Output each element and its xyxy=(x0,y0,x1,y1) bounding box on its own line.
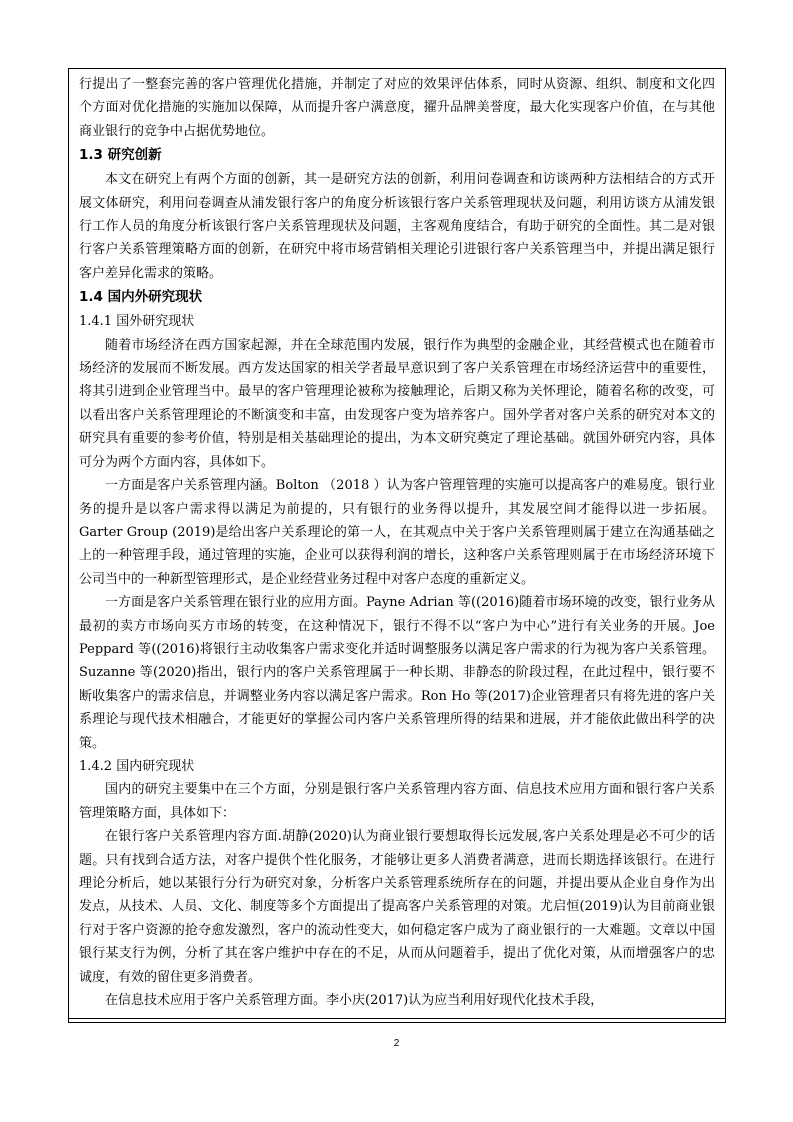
paragraph: 国内的研究主要集中在三个方面，分别是银行客户关系管理内容方面、信息技术应用方面和银行客户关系管理策略方面，具体如下： xyxy=(79,782,715,821)
page-number: 2 xyxy=(393,1038,400,1049)
frame-bottom-rule xyxy=(69,1018,725,1019)
subsection-heading: 1.4.2 国内研究现状 xyxy=(79,758,195,774)
paragraph: 行提出了一整套完善的客户管理优化措施，并制定了对应的效果评估体系，同时从资源、组织、制度和文化四个方面对优化措施的实施加以保障，从而提升客户满意度，擢升品牌美誉度，最大化实现客户价值，在与其他商业银行的竞争中占据优势地位。 xyxy=(79,77,715,139)
subsection-heading: 1.4.1 国外研究现状 xyxy=(79,314,195,330)
paragraph: 在银行客户关系管理内容方面.胡静(2020)认为商业银行要想取得长远发展,客户关系处理是必不可少的话题。只有找到合适方法，对客户提供个性化服务，才能够让更多人消费者满意，进而长期选择该银行。在进行理论分析后，她以某银行分行为研究对象，分析客户关系管理系统所存在的问题，并提出要从企业自身作为出发点，从技术、人员、文化、制度等多个方面提出了提高客户关系管理的对策。尤启恒(2019)认为目前商业银行对于客户资源的抢夺愈发激烈，客户的流动性变大，如何稳定客户成为了商业银行的一大难题。文章以中国银行某支行为例，分析了其在客户维护中存在的不足，从而从问题着手，提出了优化对策，从而增强客户的忠诚度，有效的留住更多消费者。 xyxy=(79,829,715,985)
body-text xyxy=(79,73,715,1012)
text-frame xyxy=(68,68,726,1023)
paragraph: 一方面是客户关系管理在银行业的应用方面。Payne Adrian 等((2016)随着市场环境的改变，银行业务从最初的卖方市场向买方市场的转变，在这种情况下，银行不得不以“客户为中心”进行有关业务的开展。Joe Peppard 等((2016)将银行主动收集客户需求变化并适时调整服务以满足客户需求的行为视为客户关系管理。Suzanne 等(2020)指出，银行内的客户关系管理属于一种长期、非静态的阶段过程，在此过程中，银行要不断收集客户的需求信息，并调整业务内容以满足客户需求。Ron Ho 等(2017)企业管理者只有将先进的客户关系理论与现代技术相融合，才能更好的掌握公司内客户关系管理所得的结果和进展，并才能依此做出科学的决策。 xyxy=(79,595,715,751)
section-heading: 1.4 国内外研究现状 xyxy=(79,289,203,306)
paragraph: 一方面是客户关系管理内涵。Bolton （2018 ）认为客户管理管理的实施可以提高客户的难易度。银行业务的提升是以客户需求得以满足为前提的，只有银行的业务得以提升，其发展空间才能得以进一步拓展。Garter Group (2019)是给出客户关系理论的第一人，在其观点中关于客户关系管理则属于建立在沟通基础之上的一种管理手段，通过管理的实施，企业可以获得利润的增长，这种客户关系管理则属于在市场经济环境下公司当中的一种新型管理形式，是企业经营业务过程中对客户态度的重新定义。 xyxy=(79,478,715,587)
section-heading: 1.3 研究创新 xyxy=(79,147,162,164)
paragraph: 在信息技术应用于客户关系管理方面。李小庆(2017)认为应当利用好现代化技术手段， xyxy=(105,993,604,1009)
paragraph: 本文在研究上有两个方面的创新，其一是研究方法的创新，利用问卷调查和访谈两种方法相结合的方式开展文体研究，利用问卷调查从浦发银行客户的角度分析该银行客户关系管理现状及问题，利用访谈方从浦发银行工作人员的角度分析该银行客户关系管理现状及问题，主客观角度结合，有助于研究的全面性。其二是对银行客户关系管理策略方面的创新，在研究中将市场营销相关理论引进银行客户关系管理当中，并提出满足银行客户差异化需求的策略。 xyxy=(79,172,715,281)
paragraph: 随着市场经济在西方国家起源，并在全球范围内发展，银行作为典型的金融企业，其经营模式也在随着市场经济的发展而不断发展。西方发达国家的相关学者最早意识到了客户关系管理在市场经济运营中的重要性，将其引进到企业管理当中。最早的客户管理理论被称为接触理论，后期又称为关怀理论，随着名称的改变，可以看出客户关系管理理论的不断演变和丰富，由发现客户变为培养客户。国外学者对客户关系的研究对本文的研究具有重要的参考价值，特别是相关基础理论的提出，为本文研究奠定了理论基础。就国外研究内容，具体可分为两个方面内容，具体如下。 xyxy=(79,337,715,470)
